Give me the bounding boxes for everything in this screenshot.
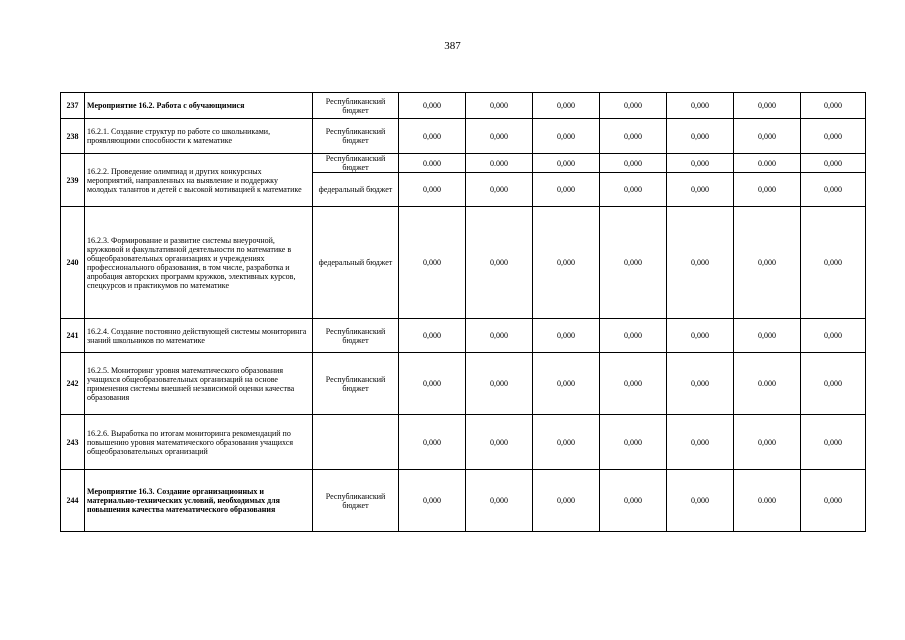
amount-cell: 0,000 [399, 353, 466, 415]
table-row [61, 470, 866, 532]
amount-cell: 0,000 [533, 415, 600, 470]
funding-source: Республиканский бюджет [313, 319, 399, 353]
amount-cell: 0,000 [466, 173, 533, 207]
amount-cell: 0,000 [801, 319, 866, 353]
amount-cell: 0,000 [600, 353, 667, 415]
activity-name: 16.2.6. Выработка по итогам мониторинга рекомендаций по повышению уровня математического образования учащихся общеобразовательных организаций [85, 415, 313, 470]
funding-source [313, 415, 399, 470]
table-row [61, 415, 866, 470]
amount-cell: 0,000 [600, 470, 667, 532]
amount-cell: 0,000 [533, 319, 600, 353]
budget-table [60, 92, 866, 532]
amount-cell: 0,000 [466, 319, 533, 353]
amount-cell: 0,000 [399, 207, 466, 319]
activity-name: 16.2.4. Создание постоянно действующей системы мониторинга знаний школьников по математике [85, 319, 313, 353]
funding-source: Республиканский бюджет [313, 353, 399, 415]
activity-name: Мероприятие 16.2. Работа с обучающимися [85, 93, 313, 119]
amount-cell: 0,000 [600, 415, 667, 470]
table-row [61, 119, 866, 154]
amount-cell: 0,000 [533, 207, 600, 319]
funding-source: Республиканский бюджет [313, 470, 399, 532]
amount-cell: 0,000 [734, 319, 801, 353]
amount-cell: 0,000 [667, 353, 734, 415]
amount-cell: 0,000 [533, 154, 600, 173]
amount-cell: 0,000 [667, 119, 734, 154]
amount-cell: 0.000 [466, 154, 533, 173]
activity-name: Мероприятие 16.3. Создание организационных и материально-технических условий, необходимых для повышения качества математического образования [85, 470, 313, 532]
amount-cell: 0.000 [734, 353, 801, 415]
amount-cell: 0,000 [399, 319, 466, 353]
amount-cell: 0,000 [399, 415, 466, 470]
amount-cell: 0.000 [399, 154, 466, 173]
amount-cell: 0,000 [466, 119, 533, 154]
page-number: 387 [444, 40, 461, 52]
amount-cell: 0,000 [667, 173, 734, 207]
table-row [61, 207, 866, 319]
amount-cell: 0,000 [466, 353, 533, 415]
amount-cell: 0,000 [734, 173, 801, 207]
amount-cell: 0,000 [466, 93, 533, 119]
amount-cell: 0,000 [600, 173, 667, 207]
amount-cell: 0,000 [734, 119, 801, 154]
activity-name: 16.2.5. Мониторинг уровня математического образования учащихся общеобразовательных организаций на основе применения системы внешней независимой оценки качества образования [85, 353, 313, 415]
activity-name: 16.2.2. Проведение олимпиад и других конкурсных мероприятий, направленных на выявление и поддержку молодых талантов и детей с высокой мотивацией к математике [85, 154, 313, 207]
amount-cell: 0,000 [466, 207, 533, 319]
amount-cell: 0,000 [399, 93, 466, 119]
amount-cell: 0,000 [667, 470, 734, 532]
row-number: 244 [61, 470, 85, 532]
amount-cell: 0,000 [533, 470, 600, 532]
row-number: 241 [61, 319, 85, 353]
row-number: 237 [61, 93, 85, 119]
amount-cell: 0,000 [533, 353, 600, 415]
funding-source: Республиканский бюджет [313, 154, 399, 173]
row-number: 243 [61, 415, 85, 470]
amount-cell: 0.000 [734, 470, 801, 532]
amount-cell: 0,000 [600, 93, 667, 119]
table-body [61, 93, 866, 532]
amount-cell: 0,000 [801, 154, 866, 173]
amount-cell: 0,000 [801, 173, 866, 207]
amount-cell: 0,000 [801, 415, 866, 470]
amount-cell: 0.000 [734, 154, 801, 173]
amount-cell: 0,000 [667, 207, 734, 319]
amount-cell: 0,000 [600, 207, 667, 319]
amount-cell: 0,000 [600, 319, 667, 353]
amount-cell: 0,000 [667, 154, 734, 173]
row-number: 240 [61, 207, 85, 319]
amount-cell: 0,000 [533, 93, 600, 119]
amount-cell: 0,000 [399, 119, 466, 154]
amount-cell: 0,000 [801, 93, 866, 119]
amount-cell: 0,000 [667, 415, 734, 470]
amount-cell: 0,000 [801, 119, 866, 154]
activity-name: 16.2.1. Создание структур по работе со школьниками, проявляющими способности к математике [85, 119, 313, 154]
amount-cell: 0,000 [399, 470, 466, 532]
funding-source: Республиканский бюджет [313, 119, 399, 154]
amount-cell: 0,000 [533, 119, 600, 154]
amount-cell: 0,000 [667, 319, 734, 353]
funding-source: федеральный бюджет [313, 173, 399, 207]
table-row [61, 93, 866, 119]
amount-cell: 0,000 [466, 415, 533, 470]
amount-cell: 0,000 [600, 154, 667, 173]
row-number: 238 [61, 119, 85, 154]
amount-cell: 0,000 [466, 470, 533, 532]
funding-source: Республиканский бюджет [313, 93, 399, 119]
amount-cell: 0,000 [600, 119, 667, 154]
table-row [61, 319, 866, 353]
table-row [61, 353, 866, 415]
table-row [61, 154, 866, 173]
amount-cell: 0,000 [734, 93, 801, 119]
amount-cell: 0,000 [734, 207, 801, 319]
row-number: 239 [61, 154, 85, 207]
amount-cell: 0,000 [667, 93, 734, 119]
amount-cell: 0,000 [399, 173, 466, 207]
activity-name: 16.2.3. Формирование и развитие системы внеурочной, кружковой и факультативной деятельности по математике в общеобразовательных организациях и учреждениях профессионального образования, в том числе, разработка и апробация авторских программ кружков, элективных курсов, спецкурсов и практикумов по математике [85, 207, 313, 319]
amount-cell: 0,000 [801, 207, 866, 319]
row-number: 242 [61, 353, 85, 415]
amount-cell: 0,000 [533, 173, 600, 207]
amount-cell: 0,000 [734, 415, 801, 470]
amount-cell: 0,000 [801, 353, 866, 415]
funding-source: федеральный бюджет [313, 207, 399, 319]
amount-cell: 0,000 [801, 470, 866, 532]
